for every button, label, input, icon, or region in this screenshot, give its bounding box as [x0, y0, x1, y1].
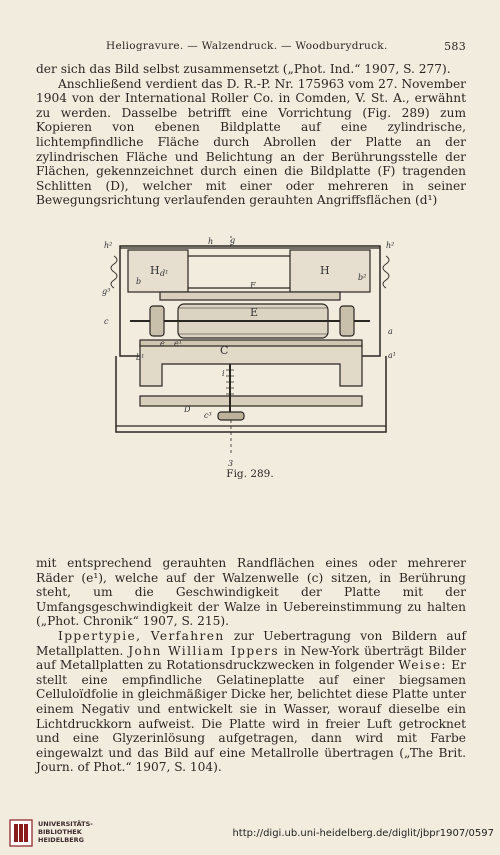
- library-name: UNIVERSITÄTS- BIBLIOTHEK HEIDELBERG: [38, 820, 93, 844]
- label-c3: c³: [204, 411, 212, 420]
- label-d: D: [184, 405, 191, 414]
- label-b2: b²: [358, 273, 367, 282]
- slide-d: [140, 396, 362, 406]
- page-number: 583: [444, 40, 466, 53]
- label-g: g: [230, 236, 236, 245]
- carriage-c: [140, 344, 362, 386]
- person-name: John William Ippers: [128, 643, 280, 658]
- label-e: E: [250, 306, 259, 319]
- wheel-right: [340, 306, 354, 336]
- term-weise: Weise:: [398, 658, 447, 673]
- label-i: i: [222, 369, 225, 378]
- label-d1: d¹: [160, 269, 169, 278]
- text-run-2: in New-York überträgt Bilder auf Metallplatten zu Rotationsdruckzwecken in folgender: [36, 643, 466, 673]
- label-h: h: [208, 237, 214, 246]
- text-run-3: Er stellt eine empfindliche Gelatineplatte auf einer biegsamen Celluloïdfolie in gleichmäßiger Dicke her, belichtet diese Platte unter einem Negativ und entwickelt sie in Wasser, worauf dieselbe ein Lichtdruckkorn aufweist. Die Platte wird in freier Luft getrocknet und eine Glyzerinlösung aufgetragen, dann wird mit Farbe eingewalzt und das Bild auf eine Metallrolle übertragen („The Brit. Journ. of Phot.“ 1907, S. 104).: [36, 658, 466, 775]
- paragraph-continuation-2: mit entsprechend gerauhten Randflächen eines oder mehrerer Räder (e¹), welche auf der Walzenwelle (c) sitzen, in Berührung steht, um die Geschwindigkeit der Platte mit der Umfangsgeschwindigkeit der Walze in Uebereinstimmung zu halten („Phot. Chronik“ 1907, S. 215).: [36, 556, 466, 629]
- paragraph-patent: Anschließend verdient das D. R.-P. Nr. 175963 vom 27. November 1904 von der International Roller Co. in Comden, V. St. A., erwähnt zu werden. Dasselbe betrifft eine Vorrichtung (Fig. 289) zum Kopieren von ebenen Bildplatte auf eine zylindrische, lichtempfindliche Fläche durch Abrollen der Platte an der zylindrischen Fläche und Belichtung an der Berührungsstelle der Flächen, gekennzeichnet durch einen die Bildplatte (F) tragenden Schlitten (D), welcher mit einer oder mehreren in seiner Bewegungsrichtung verlaufenden gerauhten Angriffsflächen (d¹): [36, 76, 466, 208]
- label-h-right: H: [320, 264, 330, 277]
- figure-289-diagram: [100, 236, 400, 468]
- spring-left: [111, 256, 117, 288]
- label-f: F: [250, 281, 256, 290]
- paragraph-ippertypie: [36, 629, 466, 775]
- label-b1: b¹: [136, 353, 145, 362]
- label-h-left: H: [150, 264, 160, 277]
- text-run-1: zur Uebertragung von Bildern auf Metallplatten.: [36, 628, 466, 658]
- label-3: 3: [228, 459, 234, 468]
- label-h2-right: h²: [386, 241, 395, 250]
- label-e-wheel: e: [160, 339, 165, 348]
- label-e1: e¹: [174, 339, 182, 348]
- digital-library-link[interactable]: http://digi.ub.uni-heidelberg.de/diglit/jbpr1907/0597: [232, 828, 494, 839]
- label-g3: g³: [102, 287, 111, 296]
- wheel-left: [150, 306, 164, 336]
- label-a: a: [388, 327, 393, 336]
- label-b: b: [136, 277, 142, 286]
- plate-h-right: [290, 250, 370, 292]
- term-verfahren: Verfahren: [150, 628, 225, 643]
- footer: [0, 812, 500, 855]
- label-h2-left: h²: [104, 241, 113, 250]
- text-block-bottom: [36, 556, 466, 775]
- label-c: C: [220, 344, 229, 357]
- figure-caption: Fig. 289.: [226, 468, 274, 480]
- running-head: [36, 40, 466, 56]
- text-block-top: [36, 62, 466, 208]
- label-a1: a¹: [388, 351, 396, 360]
- term-ippertypie: Ippertypie,: [58, 628, 142, 643]
- label-c-shaft: c: [104, 317, 109, 326]
- paragraph-continuation: der sich das Bild selbst zusammensetzt („Phot. Ind.“ 1907, S. 277).: [36, 62, 451, 76]
- plate-f: [160, 292, 340, 300]
- library-logo-icon: [8, 818, 34, 848]
- knob-c3: [218, 412, 244, 420]
- spring-right: [383, 256, 389, 288]
- running-title: Heliogravure. — Walzendruck. — Woodburydruck.: [106, 40, 388, 52]
